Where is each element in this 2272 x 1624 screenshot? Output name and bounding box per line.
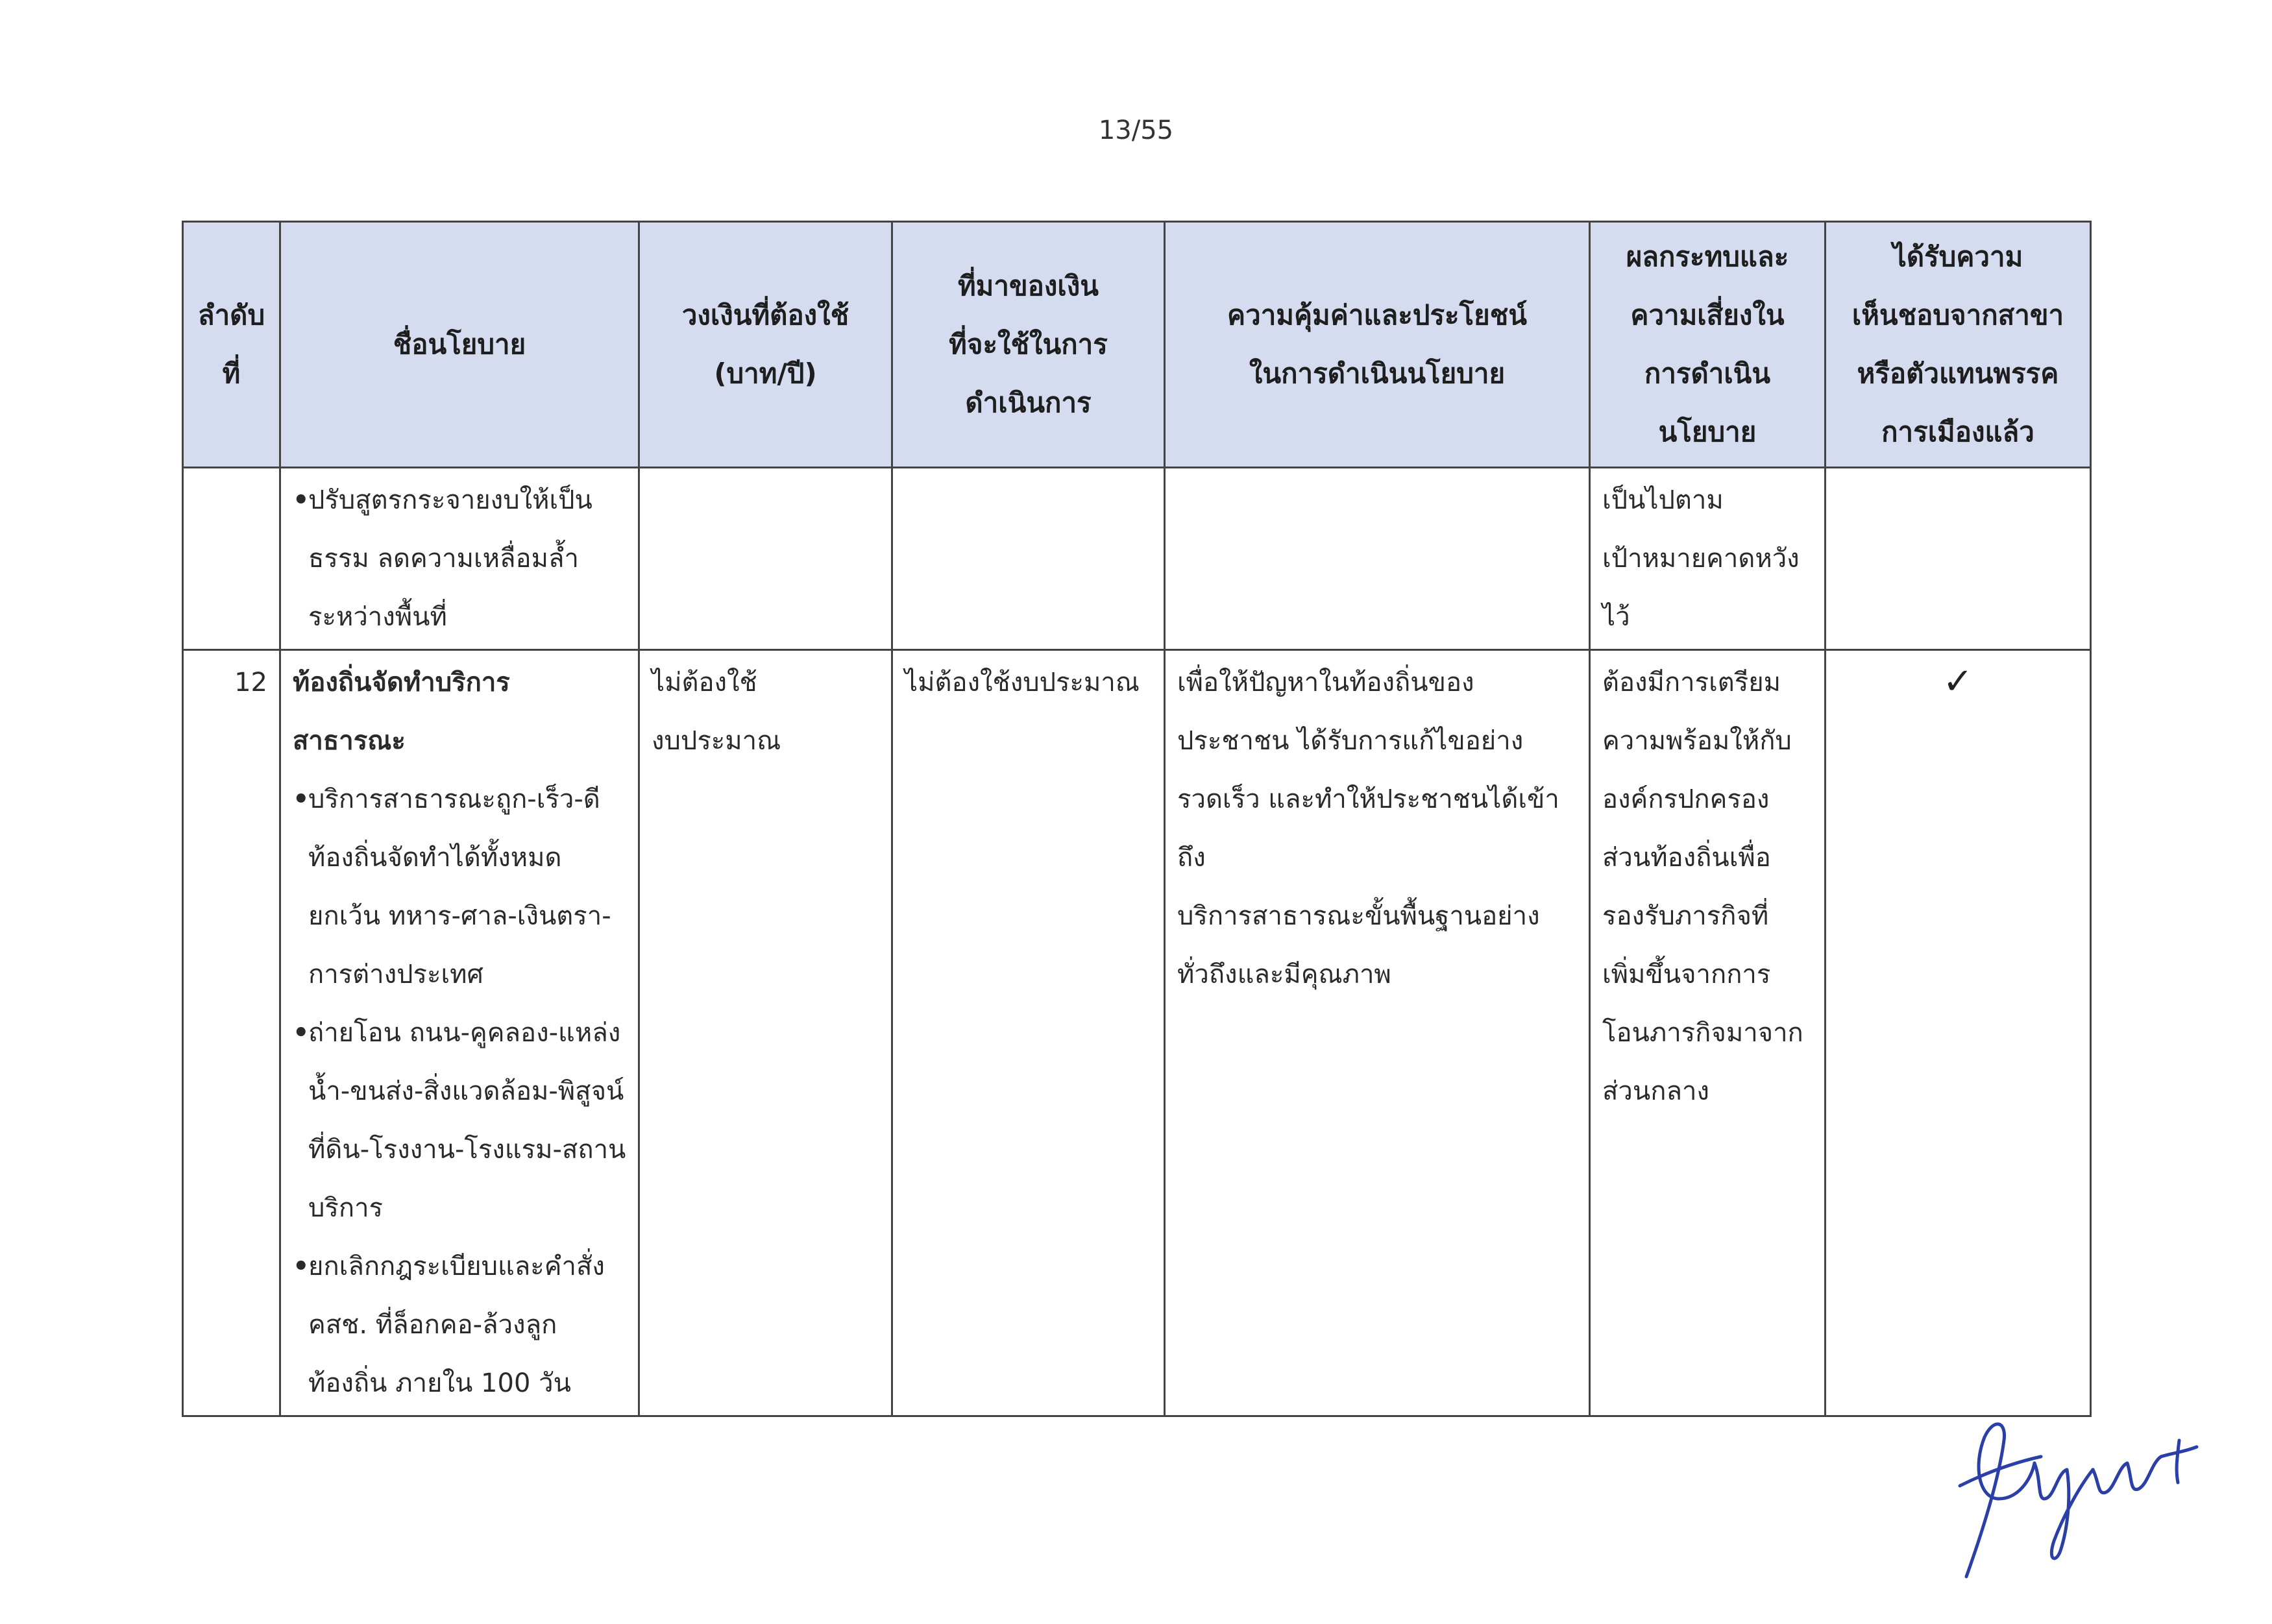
signature-image <box>1921 1401 2232 1583</box>
cell-value-benefit: เพื่อให้ปัญหาในท้องถิ่นของ ประชาชน ได้รับการแก้ไขอย่าง รวดเร็ว และทำให้ประชาชนได้เข้าถึง บริการสาธารณะขั้นพื้นฐานอย่าง ทั่วถึงและมีคุณภาพ <box>1165 650 1590 1416</box>
policy-bullet: •บริการสาธารณะถูก-เร็ว-ดี <box>293 770 626 829</box>
header-approval: ได้รับความ เห็นชอบจากสาขา หรือตัวแทนพรรค การเมืองแล้ว <box>1826 222 2091 468</box>
cell-policy-continued: •ปรับสูตรกระจายงบให้เป็น ธรรม ลดความเหลื่อมล้ำ ระหว่างพื้นที่ <box>280 468 639 650</box>
cell-budget-empty <box>639 468 892 650</box>
cell-policy-name: ท้องถิ่นจัดทำบริการ สาธารณะ •บริการสาธารณะถูก-เร็ว-ดี ท้องถิ่นจัดทำได้ทั้งหมด ยกเว้น ทหาร-ศาล-เงินตรา- การต่างประเทศ •ถ่ายโอน ถนน-คูคลอง-แหล่ง น้ำ-ขนส่ง-สิ่งแวดล้อม-พิสูจน์ ที่ดิน-โรงงาน-โรงแรม-สถาน บริการ •ยกเลิกกฎระเบียบและคำสั่ง คสช. ที่ล็อกคอ-ล้วงลูก ท้องถิ่น ภายใน 100 วัน <box>280 650 639 1416</box>
page-number: 13/55 <box>1098 115 1174 145</box>
bullet-icon: • <box>293 1018 310 1048</box>
policy-table <box>182 221 2092 1417</box>
table-row <box>183 650 2091 1416</box>
header-impact-risk: ผลกระทบและ ความเสี่ยงใน การดำเนิน นโยบาย <box>1590 222 1826 468</box>
policy-title: ท้องถิ่นจัดทำบริการ <box>293 668 510 697</box>
signature-stroke <box>2161 1440 2197 1483</box>
cell-impact-risk: ต้องมีการเตรียม ความพร้อมให้กับ องค์กรปกครอง ส่วนท้องถิ่นเพื่อ รองรับภารกิจที่ เพิ่มขึ้นจากการ โอนภารกิจมาจาก ส่วนกลาง <box>1590 650 1826 1416</box>
table-row-continued <box>183 468 2091 650</box>
header-order: ลำดับ ที่ <box>183 222 280 468</box>
header-budget: วงเงินที่ต้องใช้ (บาท/ปี) <box>639 222 892 468</box>
policy-title-cont: สาธารณะ <box>293 726 406 756</box>
checkmark-icon: ✓ <box>1942 661 1973 703</box>
header-policy-name: ชื่อนโยบาย <box>280 222 639 468</box>
cell-value-empty <box>1165 468 1590 650</box>
bullet-icon: • <box>293 485 310 515</box>
cell-order-number: 12 <box>183 650 280 1416</box>
header-value-benefit: ความคุ้มค่าและประโยชน์ ในการดำเนินนโยบาย <box>1165 222 1590 468</box>
table-header-row <box>183 222 2091 468</box>
cell-funding-source: ไม่ต้องใช้งบประมาณ <box>892 650 1165 1416</box>
policy-bullet: •ปรับสูตรกระจายงบให้เป็น <box>293 471 626 529</box>
cell-order-empty <box>183 468 280 650</box>
signature-stroke <box>2034 1463 2093 1558</box>
policy-bullet: •ยกเลิกกฎระเบียบและคำสั่ง <box>293 1237 626 1296</box>
cell-impact-continued: เป็นไปตาม เป้าหมายคาดหวัง ไว้ <box>1590 468 1826 650</box>
header-funding-source: ที่มาของเงิน ที่จะใช้ในการ ดำเนินการ <box>892 222 1165 468</box>
signature-stroke <box>2093 1457 2161 1493</box>
cell-source-empty <box>892 468 1165 650</box>
bullet-icon: • <box>293 784 310 814</box>
cell-approval <box>1826 650 2091 1416</box>
bullet-icon: • <box>293 1252 310 1281</box>
cell-budget: ไม่ต้องใช้ งบประมาณ <box>639 650 892 1416</box>
policy-bullet: •ถ่ายโอน ถนน-คูคลอง-แหล่ง <box>293 1004 626 1062</box>
cell-approval-empty <box>1826 468 2091 650</box>
signature-stroke <box>1966 1424 2034 1577</box>
